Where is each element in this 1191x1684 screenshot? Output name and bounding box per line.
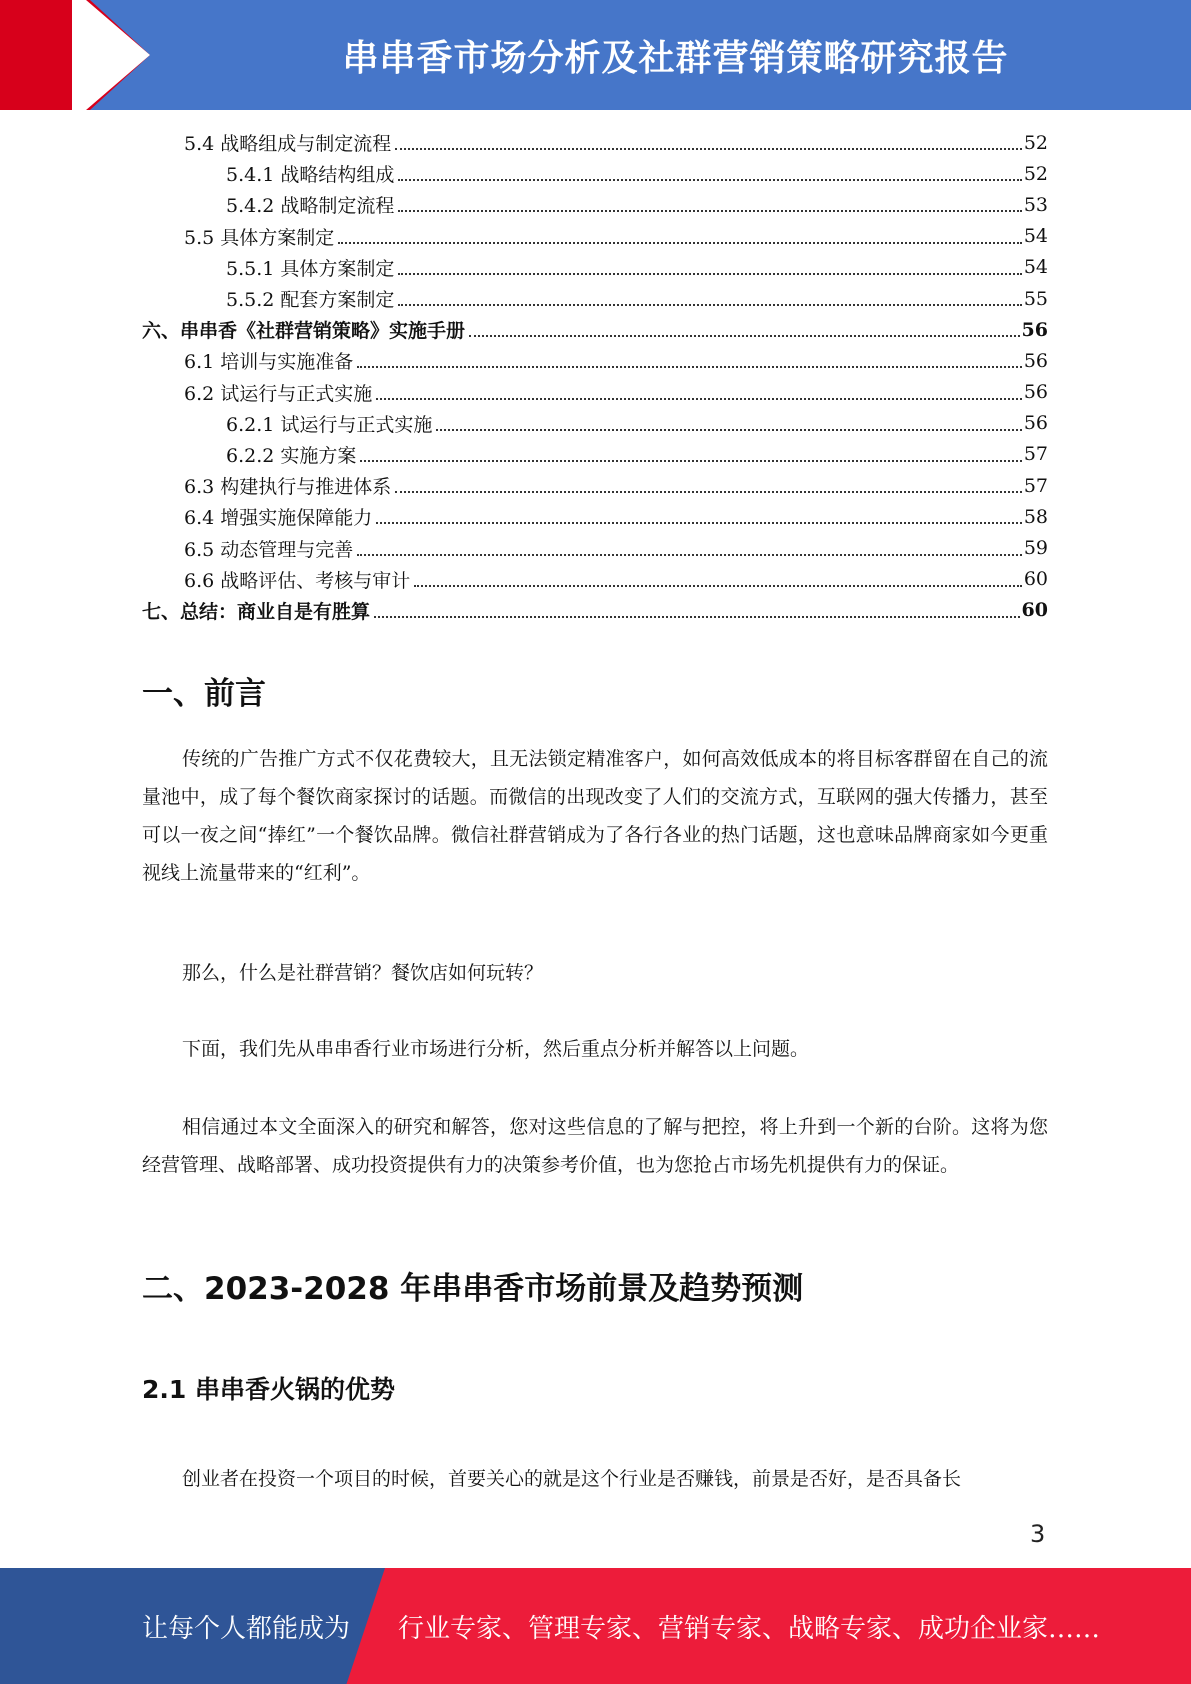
paragraph: 相信通过本文全面深入的研究和解答，您对这些信息的了解与把控，将上升到一个新的台阶。这将为您经营管理、战略部署、成功投资提供有力的决策参考价值，也为您抢占市场先机提供有力的保证。 [142,1116,1048,1176]
toc-entry[interactable] [142,408,1048,439]
paragraph: 下面，我们先从串串香行业市场进行分析，然后重点分析并解答以上问题。 [182,1038,810,1060]
toc-entry-page: 53 [1023,193,1048,216]
footer-slogan-right: 行业专家、管理专家、营销专家、战略专家、成功企业家…… [398,1613,1101,1644]
toc-entry-page: 56 [1023,412,1048,435]
header-white-chevron [72,0,150,110]
toc-dot-leader [360,441,1021,462]
toc-entry-label: 6.5 动态管理与完善 [184,535,355,562]
page-footer [0,1568,1191,1684]
toc-entry[interactable] [142,564,1048,595]
paragraph: 创业者在投资一个项目的时候，首要关心的就是这个行业是否赚钱，前景是否好，是否具备长 [182,1468,962,1490]
toc-entry-label: 5.4.2 战略制定流程 [226,191,396,218]
toc-entry-page: 60 [1021,599,1048,622]
toc-dot-leader [436,410,1021,431]
toc-entry-label: 6.2.2 实施方案 [226,441,358,468]
toc-dot-leader [414,566,1022,587]
toc-entry-label: 5.5.1 具体方案制定 [226,254,396,281]
toc-dot-leader [469,316,1020,337]
toc-dot-leader [398,285,1021,306]
paragraph: 那么，什么是社群营销？餐饮店如何玩转？ [182,962,544,984]
toc-entry-page: 56 [1023,381,1048,404]
footer-slogan-left: 让每个人都能成为 [142,1613,351,1644]
toc-entry[interactable] [142,158,1048,189]
toc-dot-leader [357,347,1022,368]
toc-entry[interactable] [142,189,1048,220]
toc-entry-label: 5.5.2 配套方案制定 [226,285,396,312]
toc-dot-leader [398,160,1021,181]
toc-entry[interactable] [142,595,1048,626]
table-of-contents [142,127,1048,626]
subsection-heading: 2.1 串串香火锅的优势 [142,1375,395,1404]
page-header [0,0,1191,110]
toc-dot-leader [376,503,1022,524]
toc-entry-page: 58 [1023,505,1048,528]
toc-entry[interactable] [142,314,1048,345]
toc-dot-leader [398,191,1021,212]
toc-entry[interactable] [142,221,1048,252]
toc-entry-page: 55 [1023,287,1048,310]
toc-entry-label: 6.2 试运行与正式实施 [184,379,374,406]
toc-entry[interactable] [142,532,1048,563]
toc-entry-page: 57 [1023,443,1048,466]
toc-dot-leader [376,379,1022,400]
toc-entry-label: 6.2.1 试运行与正式实施 [226,410,434,437]
section-heading-forecast: 二、2023-2028 年串串香市场前景及趋势预测 [142,1271,804,1307]
toc-entry-page: 52 [1023,131,1048,154]
toc-entry[interactable] [142,345,1048,376]
toc-entry[interactable] [142,501,1048,532]
section-heading-preface: 一、前言 [142,676,266,712]
toc-dot-leader [357,535,1022,556]
toc-entry[interactable] [142,439,1048,470]
toc-entry-label: 6.3 构建执行与推进体系 [184,472,393,499]
toc-entry-label: 5.4 战略组成与制定流程 [184,129,393,156]
toc-entry-page: 59 [1023,537,1048,560]
paragraph: 传统的广告推广方式不仅花费较大，且无法锁定精准客户，如何高效低成本的将目标客群留在自己的流量池中，成了每个餐饮商家探讨的话题。而微信的出现改变了人们的交流方式，互联网的强大传播力，甚至可以一夜之间“捧红”一个餐饮品牌。微信社群营销成为了各行各业的热门话题，这也意味品牌商家如今更重视线上流量带来的“红利”。 [142,748,1048,884]
toc-entry[interactable] [142,252,1048,283]
toc-entry-label: 6.1 培训与实施准备 [184,347,355,374]
toc-entry-page: 54 [1023,225,1048,248]
toc-dot-leader [398,254,1021,275]
toc-dot-leader [338,223,1022,244]
toc-entry-label: 六、串串香《社群营销策略》实施手册 [142,316,467,343]
toc-entry-label: 5.5 具体方案制定 [184,223,336,250]
toc-entry-label: 5.4.1 战略结构组成 [226,160,396,187]
toc-entry-page: 57 [1023,474,1048,497]
toc-entry-label: 6.6 战略评估、考核与审计 [184,566,412,593]
toc-entry-page: 56 [1023,349,1048,372]
toc-entry-page: 60 [1023,568,1048,591]
page-number: 3 [1030,1520,1046,1548]
toc-dot-leader [395,129,1022,150]
toc-entry-page: 56 [1021,318,1048,341]
toc-entry[interactable] [142,377,1048,408]
toc-dot-leader [395,472,1022,493]
toc-dot-leader [374,597,1020,618]
toc-entry[interactable] [142,127,1048,158]
toc-entry[interactable] [142,470,1048,501]
toc-entry-label: 七、总结：商业自是有胜算 [142,597,372,624]
toc-entry-page: 52 [1023,162,1048,185]
toc-entry[interactable] [142,283,1048,314]
toc-entry-label: 6.4 增强实施保障能力 [184,503,374,530]
toc-entry-page: 54 [1023,256,1048,279]
report-title: 串串香市场分析及社群营销策略研究报告 [342,37,1009,79]
